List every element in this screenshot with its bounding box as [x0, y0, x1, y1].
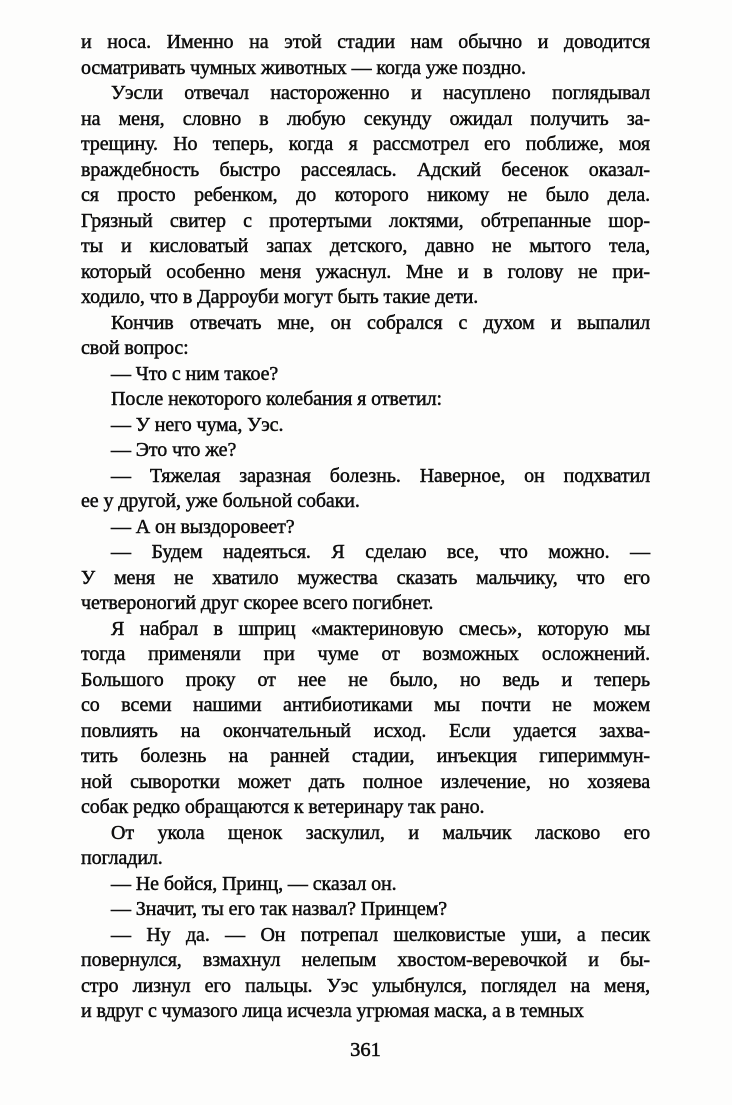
text-line: ты и кисловатый запах детского, давно не мытого тела, — [81, 235, 650, 257]
text-line: ее у другой, уже больной собаки. — [81, 490, 360, 512]
text-line: — Тяжелая заразная болезнь. Наверное, он подхватил — [111, 464, 650, 487]
text-line: ной сыворотки может дать полное излечение, но хозяева — [81, 770, 650, 793]
text-line: ся просто ребенком, до которого никому не было дела. — [81, 184, 650, 206]
text-line: со всеми нашими антибиотиками мы почти не можем — [81, 694, 650, 716]
paragraph — [81, 872, 650, 898]
text-line: — Не бойся, Принц, — сказал он. — [111, 872, 397, 895]
text-line: — Что с ним такое? — [111, 362, 279, 385]
text-line: После некоторого колебания я ответил: — [111, 388, 442, 410]
text-line: тить болезнь на ранней стадии, инъекция гипериммун- — [81, 745, 650, 767]
paragraph — [81, 897, 650, 923]
text-line: трещину. Но теперь, когда я рассмотрел его поближе, моя — [81, 133, 650, 155]
paragraph — [81, 821, 650, 872]
text-line: Кончив отвечать мне, он собрался с духом и выпалил — [111, 311, 650, 334]
text-line: тогда применяли при чуме от возможных осложнений. — [81, 643, 650, 665]
text-line: враждебность быстро рассеялась. Адский бесенок оказал- — [81, 158, 650, 181]
text-line: на меня, словно в любую секунду ожидал получить за- — [81, 107, 650, 130]
paragraph — [81, 515, 650, 541]
paragraph — [81, 438, 650, 464]
text-line: Большого проку от нее не было, но ведь и теперь — [81, 668, 650, 691]
text-line: осматривать чумных животных — когда уже поздно. — [81, 56, 526, 79]
text-line: У меня не хватило мужества сказать мальчику, что его — [81, 566, 650, 589]
paragraph — [81, 617, 650, 821]
text-line: — А он выздоровеет? — [111, 515, 295, 538]
text-line: — Значит, ты его так назвал? Принцем? — [111, 898, 447, 920]
text-line: — Это что же? — [111, 439, 237, 461]
text-line: — Ну да. — Он потрепал шелковистые уши, а песик — [111, 923, 650, 946]
paragraph — [81, 30, 650, 81]
paragraph — [81, 540, 650, 617]
paragraph — [81, 464, 650, 515]
text-line: От укола щенок заскулил, и мальчик ласково его — [111, 821, 650, 844]
page-number: 361 — [350, 1038, 381, 1061]
text-line: свой вопрос: — [81, 337, 189, 359]
paragraph — [81, 387, 650, 413]
text-line: — У него чума, Уэс. — [111, 413, 284, 436]
text-line: Грязный свитер с протертыми локтями, обтрепанные шор- — [81, 209, 650, 232]
paragraph — [81, 362, 650, 388]
paragraph — [81, 311, 650, 362]
paragraph — [81, 81, 650, 311]
text-line: который особенно меня ужаснул. Мне и в голову не при- — [81, 260, 650, 283]
text-line: Я набрал в шприц «мактериновую смесь», которую мы — [111, 617, 650, 640]
text-line: четвероногий друг скорее всего погибнет. — [81, 592, 434, 614]
text-line: собак редко обращаются к ветеринару так рано. — [81, 796, 485, 818]
text-line: и вдруг с чумазого лица исчезла угрюмая маска, а в темных — [81, 1000, 584, 1022]
text-line: стро лизнул его пальцы. Уэс улыбнулся, поглядел на меня, — [81, 974, 650, 997]
paragraph — [81, 413, 650, 439]
paragraph — [81, 923, 650, 1025]
text-line: Уэсли отвечал настороженно и насуплено поглядывал — [111, 82, 650, 104]
text-line: ходило, что в Дарроуби могут быть такие дети. — [81, 286, 479, 308]
text-line: повлиять на окончательный исход. Если удается захва- — [81, 719, 650, 742]
text-line: погладил. — [81, 847, 163, 869]
text-line: — Будем надеяться. Я сделаю все, что можно. — — [111, 541, 650, 563]
text-line: и носа. Именно на этой стадии нам обычно и доводится — [81, 31, 650, 53]
text-line: повернулся, взмахнул нелепым хвостом-веревочкой и бы- — [81, 949, 650, 971]
page-text — [81, 30, 650, 1025]
